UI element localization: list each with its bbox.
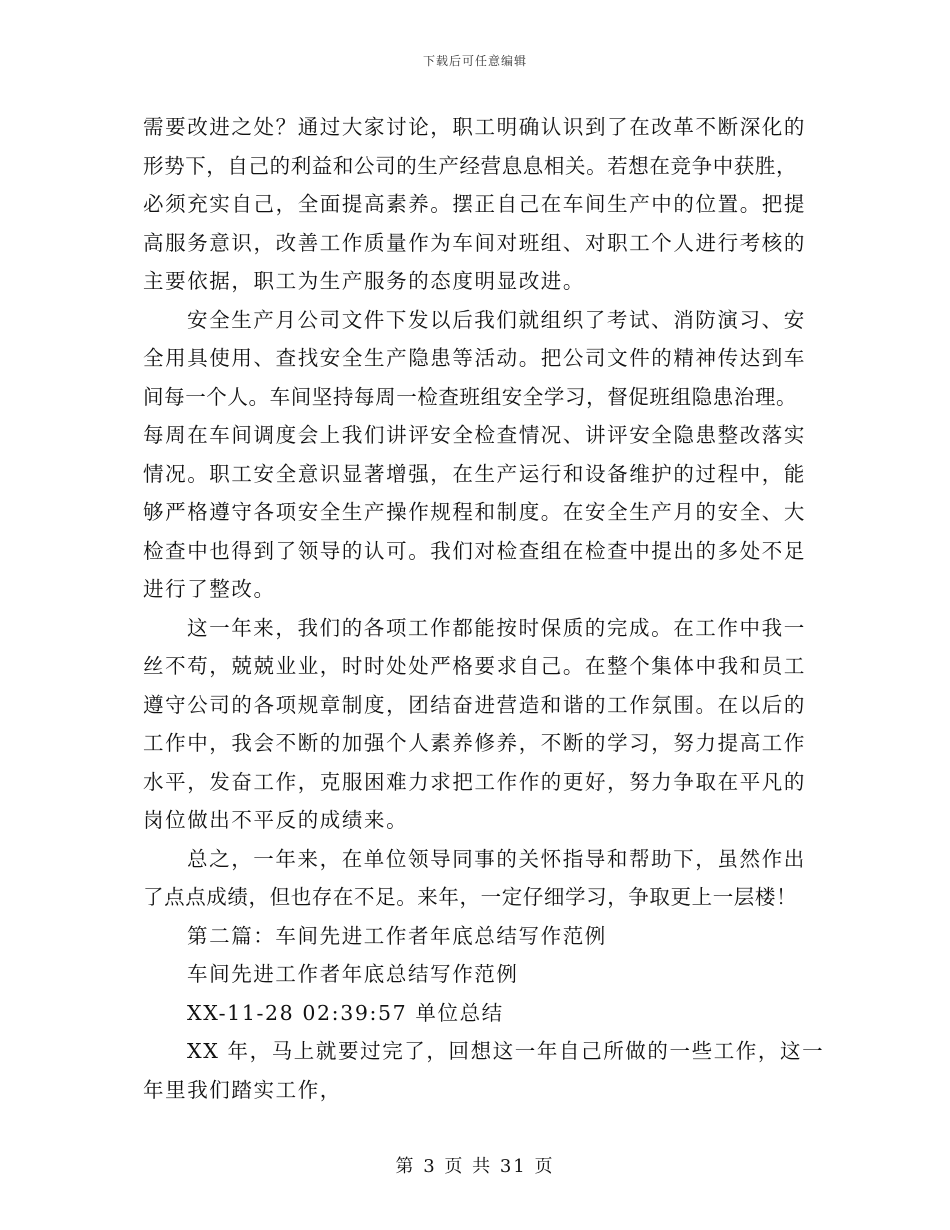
text-line: 进行了整改。 xyxy=(143,577,276,601)
text-line: 年里我们踏实工作， xyxy=(143,1077,342,1102)
text-line: 了点点成绩，但也存在不足。来年，一定仔细学习，争取更上一层楼！ xyxy=(143,885,798,909)
text-line: 岗位做出不平反的成绩来。 xyxy=(143,808,409,832)
text-line: 间每一个人。车间坚持每周一检查班组安全学习，督促班组隐患治理。 xyxy=(143,384,798,409)
timestamp-line: XX-11-28 02:39:57 单位总结 xyxy=(187,1000,504,1025)
paragraph-start-line: 安全生产月公司文件下发以后我们就组织了考试、消防演习、安 xyxy=(187,307,806,332)
paragraph-start-line: 总之，一年来，在单位领导同事的关怀指导和帮助下，虽然作出 xyxy=(187,846,806,871)
text-line: 形势下，自己的利益和公司的生产经营息息相关。若想在竞争中获胜， xyxy=(143,153,798,178)
text-line: 工作中，我会不断的加强个人素养修养，不断的学习，努力提高工作 xyxy=(143,731,806,755)
text-line: 全用具使用、查找安全生产隐患等活动。把公司文件的精神传达到车 xyxy=(143,346,806,370)
page-header: 下载后可任意编辑 xyxy=(422,54,527,68)
text-line: 够严格遵守各项安全生产操作规程和制度。在安全生产月的安全、大 xyxy=(143,500,806,524)
page-number-footer: 第 3 页 共 31 页 xyxy=(395,1156,555,1177)
text-line: 主要依据，职工为生产服务的态度明显改进。 xyxy=(143,269,585,293)
document-title: 车间先进工作者年底总结写作范例 xyxy=(187,962,519,986)
text-line: 水平，发奋工作，克服困难力求把工作作的更好，努力争取在平凡的 xyxy=(143,769,806,794)
paragraph-start-line: 这一年来，我们的各项工作都能按时保质的完成。在工作中我一 xyxy=(187,615,806,640)
text-line: 必须充实自己，全面提高素养。摆正自己在车间生产中的位置。把提 xyxy=(143,192,806,216)
text-line: 检查中也得到了领导的认可。我们对检查组在检查中提出的多处不足 xyxy=(143,538,806,563)
paragraph-start-line: XX 年，马上就要过完了，回想这一年自己所做的一些工作，这一 xyxy=(187,1039,825,1063)
text-line: 每周在车间调度会上我们讲评安全检查情况、讲评安全隐患整改落实 xyxy=(143,423,806,447)
text-line: 情况。职工安全意识显著增强，在生产运行和设备维护的过程中，能 xyxy=(143,461,806,486)
text-line: 丝不苟，兢兢业业，时时处处严格要求自己。在整个集体中我和员工 xyxy=(143,654,806,678)
document-body xyxy=(143,108,825,1109)
text-line: 遵守公司的各项规章制度，团结奋进营造和谐的工作氛围。在以后的 xyxy=(143,692,806,717)
text-line: 高服务意识，改善工作质量作为车间对班组、对职工个人进行考核的 xyxy=(143,230,806,255)
text-line: 需要改进之处？通过大家讨论，职工明确认识到了在改革不断深化的 xyxy=(143,115,806,139)
section-heading: 第二篇：车间先进工作者年底总结写作范例 xyxy=(187,923,607,948)
